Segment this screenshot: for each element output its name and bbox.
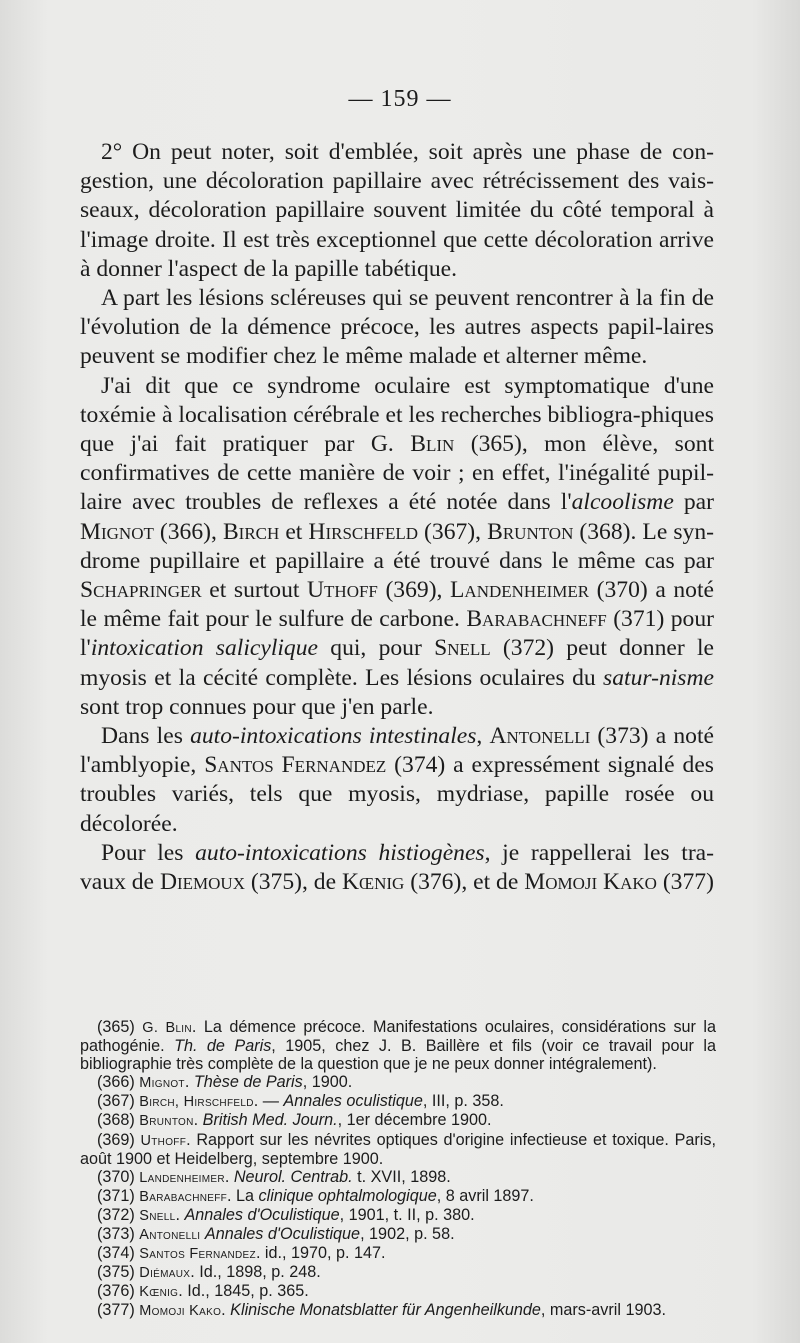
paragraph-4 [80, 722, 714, 839]
footnote [80, 1187, 716, 1206]
paragraph-5 [80, 839, 714, 897]
text: (373) a noté l'amblyopie, [80, 723, 714, 779]
text: (367), [418, 518, 488, 545]
footnote [80, 1244, 716, 1263]
text: (375), de [244, 869, 342, 896]
author-name: Blin [410, 431, 455, 458]
footnote-number: (369) [97, 1130, 141, 1149]
footnote-author: Snell [139, 1207, 176, 1224]
text: qui, pour [318, 635, 435, 662]
footnote-text: , 8 avril 1897. [436, 1186, 534, 1205]
footnote-author: Kœnig [139, 1284, 179, 1301]
author-name: Kœnig [341, 869, 405, 896]
footnote-text: . [224, 1167, 234, 1186]
footnote-text: . [193, 1111, 203, 1130]
footnote-author: Barabachneff [139, 1188, 228, 1205]
footnote-source: Klinische Monatsblatter für Angenheilkunde [230, 1301, 541, 1320]
footnote-number: (372) [97, 1205, 140, 1224]
footnote-text: . Id., 1845, p. 365. [178, 1282, 309, 1301]
author-name: Schapringer [80, 577, 202, 604]
footnote-author: Santos Fernandez [139, 1246, 256, 1263]
text: (369), [377, 577, 451, 604]
footnote-source: Annales d'Oculistique [184, 1205, 340, 1224]
text: Dans les [101, 723, 191, 750]
footnote-author: Brunton [139, 1113, 194, 1130]
text: , je rappellerai les tra-vaux de [80, 839, 714, 896]
author-name: Birch [222, 518, 280, 545]
italic-term: intoxication salicylique [90, 635, 318, 662]
footnote-number: (375) [97, 1263, 140, 1282]
footnote-number: (376) [97, 1282, 140, 1301]
italic-term: auto-intoxications intestinales [190, 723, 477, 750]
footnote-text: , 1er décembre 1900. [337, 1111, 492, 1130]
footnote-text: . Id., 1898, p. 248. [190, 1263, 321, 1282]
footnote-source: Neurol. Centrab. [233, 1167, 353, 1186]
text: par [673, 489, 714, 516]
footnote-number: (368) [97, 1111, 140, 1130]
footnote-number: (377) [97, 1301, 140, 1320]
text: et surtout [201, 577, 307, 604]
footnote [80, 1282, 716, 1301]
footnote-source: Thèse de Paris [193, 1073, 303, 1092]
footnote [80, 1073, 716, 1092]
footnote-source: Annales d'Oculistique [204, 1225, 361, 1244]
paragraph-2: A part les lésions scléreuses qui se peuvent rencontrer à la fin de l'évolution de la démence précoce, les autres aspects papil-laires peuvent se modifier chez le même malade et alterner même. [80, 285, 714, 370]
footnote-author: Landenheimer [139, 1169, 225, 1186]
footnote [80, 1225, 716, 1244]
footnote [80, 1263, 716, 1282]
footnote-number: (371) [97, 1186, 140, 1205]
italic-term: auto-intoxications histiogènes [195, 839, 485, 866]
footnote-text: , 1905, chez J. B. Baillère et fils (voir ce travail pour la bibliographie très complète de la question que je ne peux donner intégralement). [80, 1037, 716, 1074]
text: (365), mon élève, sont confirmatives de cette manière de voir ; en effet, l'inégalité pupil-laire avec troubles de reflexes a été notée dans l' [80, 431, 714, 516]
footnote-text: . [175, 1205, 185, 1224]
footnote-text: , mars-avril 1903. [540, 1301, 666, 1320]
footnote-text: . [184, 1073, 194, 1092]
footnote-author: G. Blin [142, 1020, 192, 1036]
footnote-text: , 1901, t. II, p. 380. [339, 1205, 475, 1224]
text: J'ai dit que ce syndrome oculaire est symptomatique d'une toxémie à localisation cérébrale et les recherches bibliogra-phiques que j'ai fait pratiquer par G. [80, 372, 714, 458]
text: (368). Le syn-drome pupillaire et papillaire a été trouvé dans le même cas par [80, 518, 714, 574]
italic-term: satur-nisme [603, 664, 714, 691]
footnote-number: (370) [97, 1167, 140, 1186]
author-name: Momoji Kako [524, 869, 657, 896]
footnote-number: (374) [97, 1244, 140, 1263]
footnote [80, 1206, 716, 1225]
author-name: Landenheimer [450, 577, 590, 604]
author-name: Uthoff [307, 577, 378, 604]
author-name: Diemoux [159, 869, 245, 896]
footnote-number: (365) [97, 1018, 143, 1036]
footnote-author: Momoji Kako [139, 1303, 222, 1320]
text: (377) [656, 869, 714, 896]
text: Pour les [101, 839, 196, 866]
footnote-author: Mignot [139, 1075, 185, 1092]
footnote-text: . — [253, 1092, 284, 1111]
footnote-text: . La démence précoce. Manifestations oculaires, considérations sur la pathogénie. [80, 1018, 717, 1056]
text: (376), et de [404, 869, 525, 896]
footnote-text: . Rapport sur les névrites optiques d'origine infectieuse et toxique. Paris, août 1900 et Heidelberg, septembre 1900. [80, 1130, 716, 1168]
footnote-text: , 1902, p. 58. [360, 1225, 455, 1244]
text: (374) a expressément signalé des troubles variés, tels que myosis, mydriase, papille rosée ou décolorée. [80, 752, 714, 837]
author-name: Santos Fernandez [204, 752, 387, 779]
body-text [80, 138, 714, 897]
text: (371) pour l' [80, 606, 714, 662]
footnote-source: Th. de Paris [174, 1037, 272, 1056]
paragraph-1: 2° On peut noter, soit d'emblée, soit après une phase de con-gestion, une décoloration papillaire avec rétrécissement des vais-seaux, décoloration papillaire souvent limitée du côté temporal à l'image droite. Il est très exceptionnel que cette décoloration arrive à donner l'aspect de la papille tabétique. [80, 139, 714, 282]
author-name: Antonelli [489, 723, 591, 750]
footnotes [80, 1018, 716, 1321]
text: (372) peut donner le myosis et la cécité complète. Les lésions oculaires du [80, 635, 714, 691]
italic-term: alcoolisme [571, 489, 674, 516]
footnote [80, 1018, 716, 1073]
paragraph-3 [80, 372, 714, 722]
author-name: Mignot [80, 518, 154, 545]
footnote-number: (367) [97, 1092, 140, 1111]
author-name: Brunton [487, 518, 574, 545]
footnote-number: (373) [97, 1225, 140, 1244]
footnote-source: clinique ophtalmologique [258, 1186, 437, 1205]
footnote-source: Annales oculistique [283, 1092, 423, 1111]
footnote-text: . id., 1970, p. 147. [255, 1244, 386, 1263]
author-name: Barabachneff [466, 606, 607, 633]
page-number: — 159 — [348, 86, 452, 112]
footnote-author: Birch, Hirschfeld [139, 1094, 254, 1111]
footnote-text: . [221, 1301, 231, 1320]
text: , [476, 723, 490, 750]
footnote [80, 1301, 716, 1320]
footnote-source: British Med. Journ. [202, 1111, 338, 1130]
footnote [80, 1092, 716, 1111]
author-name: Snell [434, 635, 491, 662]
footnote-author: Uthoff [140, 1132, 187, 1149]
footnote-text: , 1900. [302, 1073, 353, 1092]
footnote-text: . La [227, 1186, 259, 1205]
text: sont trop connues pour que j'en parle. [80, 693, 434, 720]
footnote-text: , III, p. 358. [422, 1092, 504, 1111]
text: (370) a noté le même fait pour le sulfure de carbone. [80, 577, 714, 633]
footnote-number: (366) [97, 1073, 140, 1092]
text: et [279, 518, 309, 545]
author-name: Hirschfeld [308, 518, 419, 545]
text: (366), [153, 518, 223, 545]
footnote [80, 1131, 716, 1168]
footnote [80, 1111, 716, 1130]
footnote-text: t. XVII, 1898. [352, 1167, 451, 1186]
footnote-author: Antonelli [139, 1227, 201, 1244]
footnote-author: Diémaux [139, 1265, 191, 1282]
footnote [80, 1168, 716, 1187]
